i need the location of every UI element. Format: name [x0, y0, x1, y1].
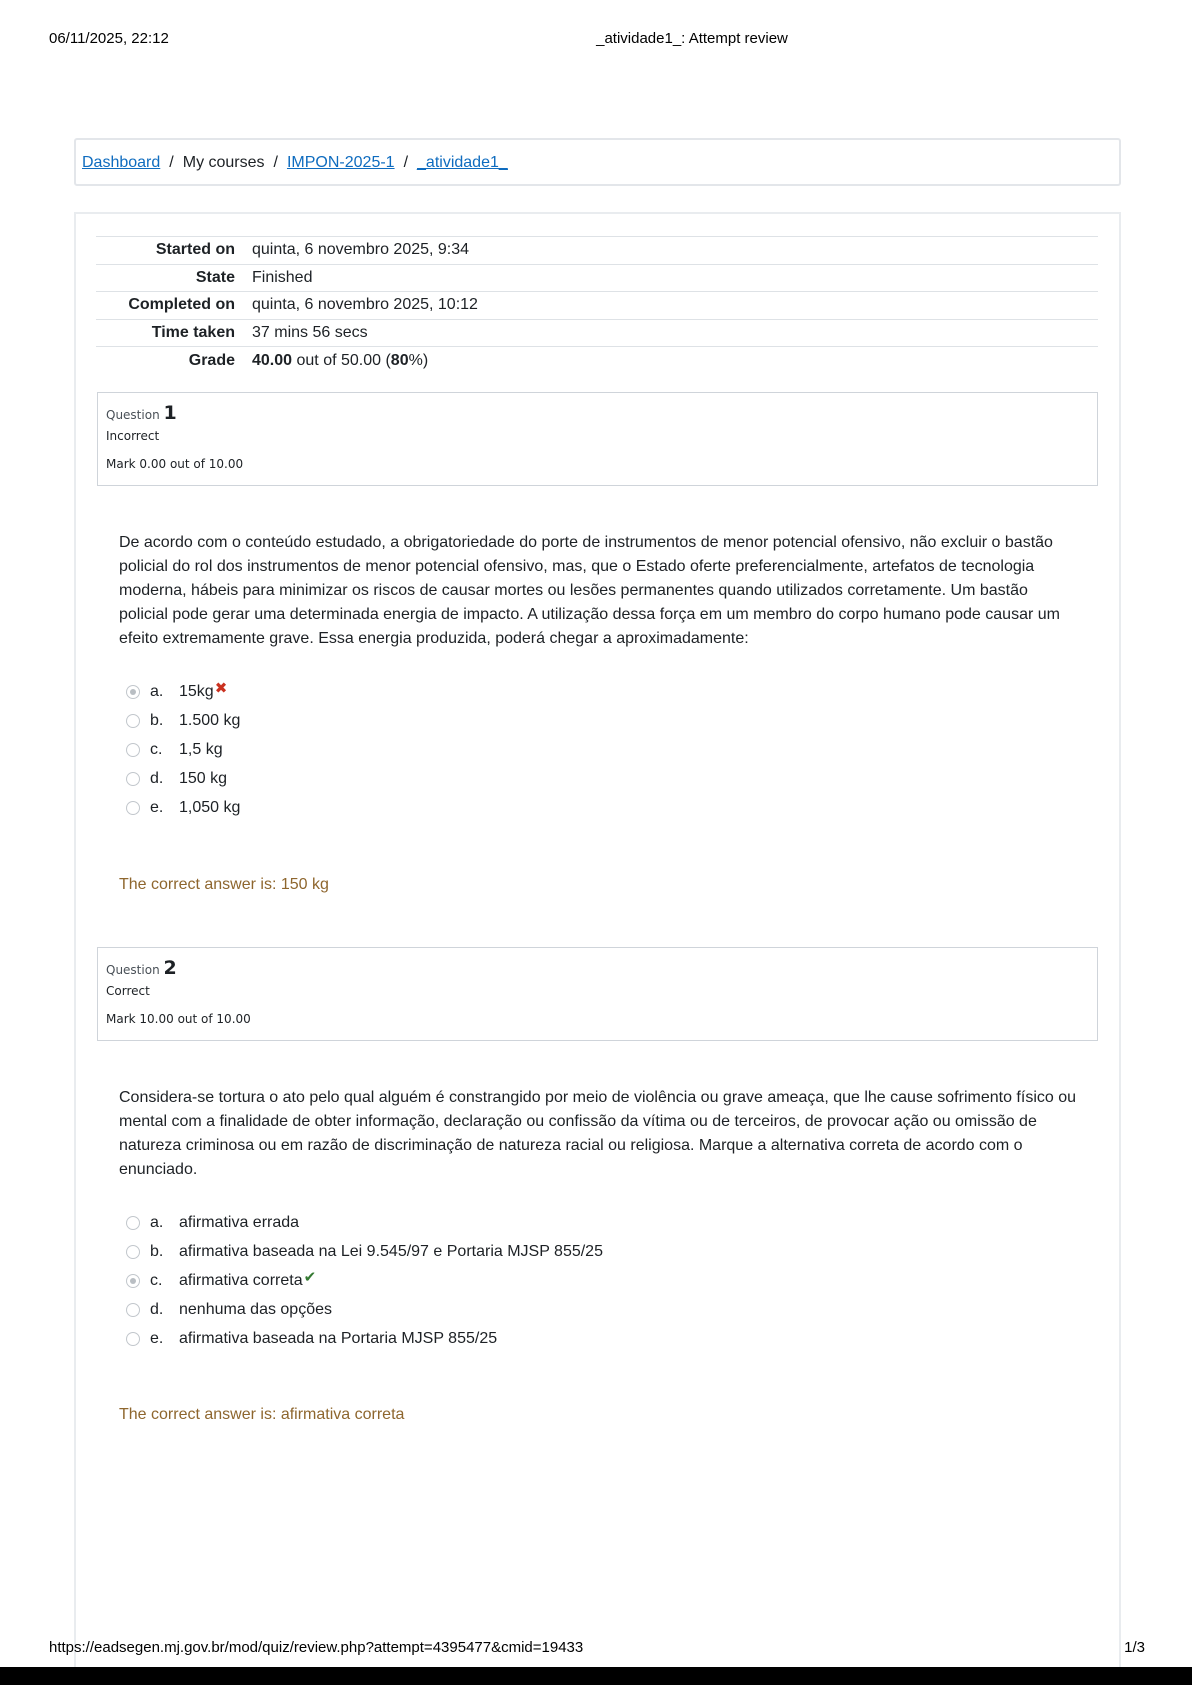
- answer-text: 1,050 kg: [179, 798, 241, 816]
- print-footer-page-number: 1/3: [1124, 1639, 1145, 1656]
- answer-letter: c.: [150, 1271, 163, 1289]
- breadcrumb-activity-link[interactable]: _atividade1_: [417, 154, 508, 171]
- grade-percent: 80: [390, 351, 409, 369]
- summary-value: quinta, 6 novembro 2025, 10:12: [252, 296, 478, 314]
- summary-label: Started on: [155, 241, 235, 259]
- check-icon: ✔: [303, 1268, 317, 1286]
- radio-button[interactable]: [126, 1245, 140, 1259]
- answer-text: afirmativa errada: [179, 1213, 300, 1231]
- question-1-info: [97, 392, 1098, 486]
- question-mark: Mark 0.00 out of 10.00: [106, 457, 244, 471]
- summary-row-grade: [96, 347, 1098, 375]
- question-state: Correct: [106, 984, 150, 998]
- summary-value: Finished: [252, 268, 313, 286]
- question-1-text: De acordo com o conteúdo estudado, a obrigatoriedade do porte de instrumentos de menor potencial ofensivo, não excluir o bastão policial do rol dos instrumentos de menor potencial ofensivo, mas, que o Estado oferte preferencialmente, artefatos de tecnologia moderna, hábeis para minimizar os riscos de causar mortes ou lesões permanentes quando utilizados corretamente. Um bastão policial pode gerar uma determinada energia de impacto. A utilização dessa força em um membro do corpo humano pode causar um efeito extremamente grave. Essa energia produzida, poderá chegar a aproximadamente:: [119, 534, 1060, 647]
- question-2-answers: [126, 1208, 603, 1353]
- answer-option[interactable]: [126, 1324, 603, 1353]
- answer-text: 150 kg: [179, 769, 228, 787]
- print-header-title: _atividade1_: Attempt review: [596, 30, 788, 47]
- question-2-info: [97, 947, 1098, 1041]
- radio-button[interactable]: [126, 1274, 140, 1288]
- question-number: Question 1: [106, 402, 177, 424]
- breadcrumb-separator: /: [169, 154, 174, 171]
- grade-suffix: %): [408, 351, 429, 369]
- summary-label: State: [195, 268, 235, 286]
- summary-label: Completed on: [128, 296, 235, 314]
- footer-bar: [0, 1667, 1192, 1685]
- question-number: Question 2: [106, 957, 177, 979]
- grade-out-of: out of 50.00 (: [296, 351, 391, 369]
- answer-text: nenhuma das opções: [179, 1300, 332, 1318]
- answer-letter: a.: [150, 682, 164, 700]
- answer-letter: e.: [150, 1329, 164, 1347]
- answer-text: 1,5 kg: [179, 740, 223, 758]
- cross-icon: ✖: [214, 679, 228, 697]
- answer-text: 15kg: [179, 682, 214, 700]
- summary-label: Time taken: [151, 323, 235, 341]
- breadcrumb: [74, 138, 1121, 186]
- answer-letter: b.: [150, 711, 164, 729]
- summary-label: Grade: [188, 351, 235, 369]
- answer-letter: a.: [150, 1213, 164, 1231]
- question-state: Incorrect: [106, 429, 160, 443]
- radio-button[interactable]: [126, 685, 140, 699]
- breadcrumb-separator: /: [403, 154, 409, 171]
- answer-letter: d.: [150, 1300, 164, 1318]
- answer-option[interactable]: [126, 793, 240, 822]
- answer-letter: b.: [150, 1242, 164, 1260]
- answer-option[interactable]: [126, 706, 240, 735]
- answer-option[interactable]: [126, 1295, 603, 1324]
- print-footer-url: https://eadsegen.mj.gov.br/mod/quiz/review.php?attempt=4395477&cmid=19433: [49, 1639, 584, 1656]
- answer-text: afirmativa baseada na Lei 9.545/97 e Portaria MJSP 855/25: [179, 1242, 603, 1260]
- summary-row-time-taken: [96, 319, 1098, 347]
- radio-button[interactable]: [126, 801, 140, 815]
- answer-option[interactable]: [126, 764, 240, 793]
- answer-text: 1.500 kg: [179, 711, 241, 729]
- question-mark: Mark 10.00 out of 10.00: [106, 1012, 251, 1026]
- radio-button[interactable]: [126, 772, 140, 786]
- breadcrumb-course-link[interactable]: IMPON-2025-1: [286, 154, 395, 171]
- radio-button[interactable]: [126, 743, 140, 757]
- question-2-right-answer: The correct answer is: afirmativa correta: [119, 1406, 405, 1423]
- breadcrumb-separator: /: [273, 154, 278, 171]
- question-2-text: Considera-se tortura o ato pelo qual alguém é constrangido por meio de violência ou grave ameaça, que lhe cause sofrimento físico ou mental com a finalidade de obter informação, declaração ou confissão da vítima ou de terceiros, de provocar ação ou omissão de natureza criminosa ou em razão de discriminação de natureza racial ou religiosa. Marque a alternativa correta de acordo com o enunciado.: [119, 1089, 1077, 1178]
- answer-option[interactable]: [126, 735, 240, 764]
- summary-value: 37 mins 56 secs: [252, 323, 368, 341]
- summary-row-state: [96, 264, 1098, 292]
- question-1-answers: [126, 677, 240, 822]
- summary-row-completed: [96, 292, 1098, 320]
- answer-letter: d.: [150, 769, 164, 787]
- summary-value: [252, 347, 1098, 375]
- radio-button[interactable]: [126, 1303, 140, 1317]
- question-1-right-answer: The correct answer is: 150 kg: [119, 876, 329, 893]
- print-header-date: 06/11/2025, 22:12: [49, 30, 169, 47]
- answer-option[interactable]: [126, 1237, 603, 1266]
- answer-text: afirmativa baseada na Portaria MJSP 855/25: [179, 1329, 498, 1347]
- grade-score: 40.00: [252, 351, 293, 369]
- radio-button[interactable]: [126, 1216, 140, 1230]
- answer-text: afirmativa correta: [179, 1271, 303, 1289]
- attempt-summary-table: [96, 236, 1098, 374]
- answer-option[interactable]: [126, 1266, 603, 1295]
- radio-button[interactable]: [126, 1332, 140, 1346]
- breadcrumb-dashboard-link[interactable]: Dashboard: [82, 154, 161, 171]
- answer-letter: c.: [150, 740, 163, 758]
- summary-row-started: [96, 237, 1098, 265]
- answer-letter: e.: [150, 798, 164, 816]
- answer-option[interactable]: [126, 1208, 603, 1237]
- summary-value: quinta, 6 novembro 2025, 9:34: [252, 241, 470, 259]
- radio-button[interactable]: [126, 714, 140, 728]
- breadcrumb-my-courses: My courses: [182, 154, 265, 171]
- answer-option[interactable]: [126, 677, 240, 706]
